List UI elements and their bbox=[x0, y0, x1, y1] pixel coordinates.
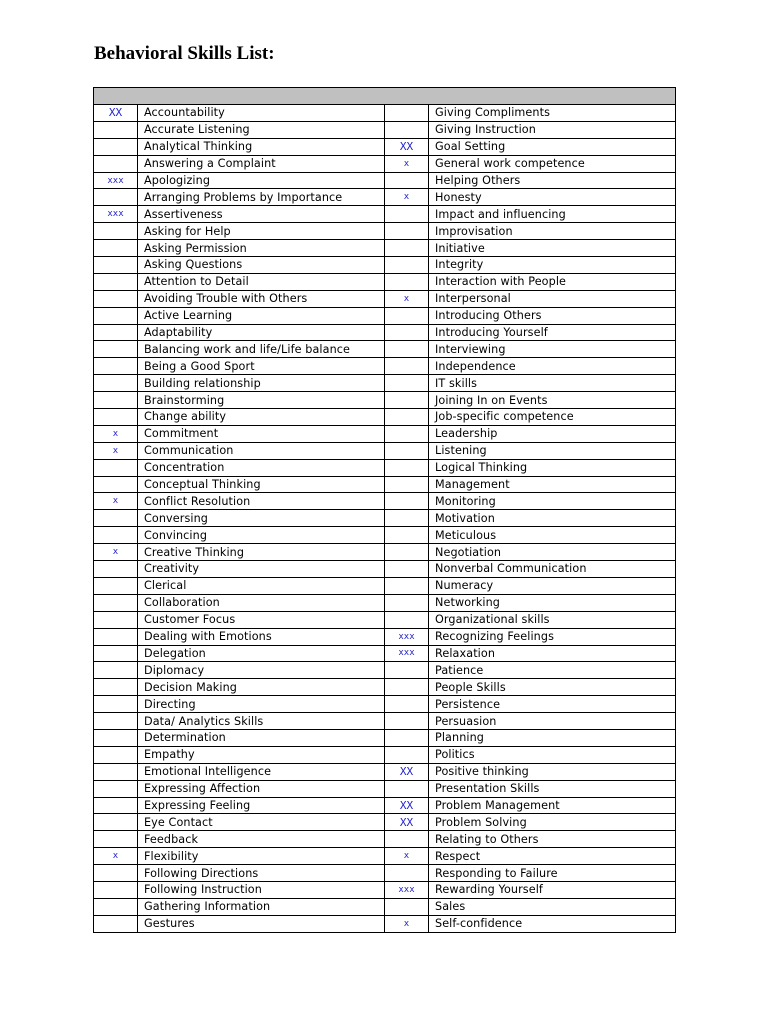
right-skill-cell: Giving Instruction bbox=[429, 121, 676, 138]
right-skill-cell: Persuasion bbox=[429, 713, 676, 730]
right-skill-cell: Introducing Others bbox=[429, 307, 676, 324]
left-skill-cell: Arranging Problems by Importance bbox=[138, 189, 385, 206]
left-skill-cell: Gathering Information bbox=[138, 898, 385, 915]
table-row bbox=[94, 493, 676, 510]
table-row bbox=[94, 341, 676, 358]
table-row bbox=[94, 257, 676, 274]
right-skill-cell: General work competence bbox=[429, 155, 676, 172]
left-skill-cell: Empathy bbox=[138, 746, 385, 763]
left-skill-cell: Creative Thinking bbox=[138, 544, 385, 561]
table-header-row bbox=[94, 88, 676, 105]
left-mark-cell bbox=[94, 611, 138, 628]
left-mark-cell bbox=[94, 155, 138, 172]
left-skill-cell: Diplomacy bbox=[138, 662, 385, 679]
left-skill-cell: Communication bbox=[138, 442, 385, 459]
table-row bbox=[94, 240, 676, 257]
right-skill-cell: Interviewing bbox=[429, 341, 676, 358]
table-row bbox=[94, 375, 676, 392]
left-mark-cell: xxx bbox=[94, 206, 138, 223]
left-skill-cell: Delegation bbox=[138, 645, 385, 662]
right-mark-cell bbox=[385, 121, 429, 138]
skills-table-body bbox=[94, 88, 676, 933]
right-mark-cell bbox=[385, 865, 429, 882]
table-row bbox=[94, 121, 676, 138]
left-mark-cell bbox=[94, 307, 138, 324]
left-skill-cell: Following Directions bbox=[138, 865, 385, 882]
right-skill-cell: Improvisation bbox=[429, 223, 676, 240]
left-mark-cell bbox=[94, 814, 138, 831]
left-skill-cell: Accountability bbox=[138, 105, 385, 122]
right-mark-cell bbox=[385, 459, 429, 476]
right-mark-cell: XX bbox=[385, 797, 429, 814]
table-row bbox=[94, 290, 676, 307]
right-mark-cell bbox=[385, 746, 429, 763]
left-mark-cell bbox=[94, 257, 138, 274]
left-mark-cell bbox=[94, 780, 138, 797]
right-mark-cell bbox=[385, 611, 429, 628]
left-skill-cell: Dealing with Emotions bbox=[138, 628, 385, 645]
table-row bbox=[94, 358, 676, 375]
right-skill-cell: Problem Management bbox=[429, 797, 676, 814]
right-skill-cell: Self-confidence bbox=[429, 915, 676, 932]
right-mark-cell bbox=[385, 206, 429, 223]
left-skill-cell: Brainstorming bbox=[138, 392, 385, 409]
right-mark-cell bbox=[385, 358, 429, 375]
left-mark-cell bbox=[94, 797, 138, 814]
right-skill-cell: Presentation Skills bbox=[429, 780, 676, 797]
left-mark-cell: x bbox=[94, 493, 138, 510]
right-skill-cell: Logical Thinking bbox=[429, 459, 676, 476]
right-mark-cell bbox=[385, 831, 429, 848]
right-mark-cell bbox=[385, 696, 429, 713]
left-mark-cell: x bbox=[94, 848, 138, 865]
left-skill-cell: Balancing work and life/Life balance bbox=[138, 341, 385, 358]
left-mark-cell bbox=[94, 865, 138, 882]
table-row bbox=[94, 273, 676, 290]
right-mark-cell bbox=[385, 273, 429, 290]
left-skill-cell: Analytical Thinking bbox=[138, 138, 385, 155]
left-mark-cell bbox=[94, 662, 138, 679]
right-skill-cell: Respect bbox=[429, 848, 676, 865]
right-mark-cell: x bbox=[385, 155, 429, 172]
left-mark-cell bbox=[94, 561, 138, 578]
right-skill-cell: Integrity bbox=[429, 257, 676, 274]
table-row bbox=[94, 527, 676, 544]
left-mark-cell: x bbox=[94, 544, 138, 561]
right-mark-cell bbox=[385, 476, 429, 493]
table-row bbox=[94, 561, 676, 578]
left-skill-cell: Assertiveness bbox=[138, 206, 385, 223]
left-mark-cell bbox=[94, 881, 138, 898]
left-skill-cell: Conceptual Thinking bbox=[138, 476, 385, 493]
left-skill-cell: Change ability bbox=[138, 409, 385, 426]
table-row bbox=[94, 155, 676, 172]
right-skill-cell: Motivation bbox=[429, 510, 676, 527]
right-mark-cell bbox=[385, 392, 429, 409]
table-row bbox=[94, 223, 676, 240]
left-mark-cell bbox=[94, 375, 138, 392]
right-skill-cell: Nonverbal Communication bbox=[429, 561, 676, 578]
left-mark-cell bbox=[94, 628, 138, 645]
right-skill-cell: Leadership bbox=[429, 425, 676, 442]
right-skill-cell: Honesty bbox=[429, 189, 676, 206]
left-mark-cell bbox=[94, 915, 138, 932]
right-mark-cell: XX bbox=[385, 763, 429, 780]
left-mark-cell bbox=[94, 713, 138, 730]
table-row bbox=[94, 865, 676, 882]
right-skill-cell: Relating to Others bbox=[429, 831, 676, 848]
table-row bbox=[94, 729, 676, 746]
table-row bbox=[94, 831, 676, 848]
right-mark-cell bbox=[385, 780, 429, 797]
right-mark-cell bbox=[385, 510, 429, 527]
table-row bbox=[94, 409, 676, 426]
left-skill-cell: Commitment bbox=[138, 425, 385, 442]
left-skill-cell: Asking for Help bbox=[138, 223, 385, 240]
right-mark-cell: x bbox=[385, 848, 429, 865]
left-skill-cell: Asking Permission bbox=[138, 240, 385, 257]
right-skill-cell: Management bbox=[429, 476, 676, 493]
right-skill-cell: Helping Others bbox=[429, 172, 676, 189]
left-mark-cell bbox=[94, 594, 138, 611]
table-row bbox=[94, 696, 676, 713]
right-mark-cell bbox=[385, 442, 429, 459]
left-skill-cell: Conflict Resolution bbox=[138, 493, 385, 510]
right-skill-cell: Rewarding Yourself bbox=[429, 881, 676, 898]
table-row bbox=[94, 814, 676, 831]
right-skill-cell: Positive thinking bbox=[429, 763, 676, 780]
left-mark-cell bbox=[94, 527, 138, 544]
right-mark-cell bbox=[385, 172, 429, 189]
left-mark-cell bbox=[94, 189, 138, 206]
left-mark-cell bbox=[94, 240, 138, 257]
left-mark-cell bbox=[94, 696, 138, 713]
left-skill-cell: Active Learning bbox=[138, 307, 385, 324]
right-mark-cell bbox=[385, 409, 429, 426]
right-mark-cell bbox=[385, 493, 429, 510]
right-mark-cell bbox=[385, 662, 429, 679]
left-mark-cell bbox=[94, 459, 138, 476]
right-mark-cell: x bbox=[385, 290, 429, 307]
left-mark-cell bbox=[94, 645, 138, 662]
left-skill-cell: Gestures bbox=[138, 915, 385, 932]
right-mark-cell bbox=[385, 527, 429, 544]
right-mark-cell: xxx bbox=[385, 881, 429, 898]
table-row bbox=[94, 746, 676, 763]
left-skill-cell: Expressing Feeling bbox=[138, 797, 385, 814]
left-skill-cell: Determination bbox=[138, 729, 385, 746]
left-mark-cell bbox=[94, 510, 138, 527]
right-mark-cell bbox=[385, 425, 429, 442]
table-row bbox=[94, 206, 676, 223]
left-skill-cell: Accurate Listening bbox=[138, 121, 385, 138]
right-skill-cell: Planning bbox=[429, 729, 676, 746]
right-skill-cell: People Skills bbox=[429, 679, 676, 696]
table-row bbox=[94, 105, 676, 122]
right-mark-cell: xxx bbox=[385, 645, 429, 662]
right-mark-cell bbox=[385, 898, 429, 915]
right-skill-cell: Politics bbox=[429, 746, 676, 763]
left-mark-cell bbox=[94, 138, 138, 155]
table-row bbox=[94, 780, 676, 797]
left-skill-cell: Directing bbox=[138, 696, 385, 713]
table-row bbox=[94, 392, 676, 409]
right-mark-cell bbox=[385, 223, 429, 240]
table-row bbox=[94, 577, 676, 594]
table-row bbox=[94, 307, 676, 324]
right-mark-cell bbox=[385, 240, 429, 257]
left-skill-cell: Answering a Complaint bbox=[138, 155, 385, 172]
left-skill-cell: Avoiding Trouble with Others bbox=[138, 290, 385, 307]
table-row bbox=[94, 881, 676, 898]
table-row bbox=[94, 662, 676, 679]
left-skill-cell: Being a Good Sport bbox=[138, 358, 385, 375]
right-skill-cell: Interpersonal bbox=[429, 290, 676, 307]
right-skill-cell: Impact and influencing bbox=[429, 206, 676, 223]
table-row bbox=[94, 713, 676, 730]
table-row bbox=[94, 797, 676, 814]
left-skill-cell: Following Instruction bbox=[138, 881, 385, 898]
left-skill-cell: Clerical bbox=[138, 577, 385, 594]
left-mark-cell bbox=[94, 341, 138, 358]
left-mark-cell bbox=[94, 831, 138, 848]
table-row bbox=[94, 763, 676, 780]
left-mark-cell bbox=[94, 763, 138, 780]
left-mark-cell: xxx bbox=[94, 172, 138, 189]
table-row bbox=[94, 172, 676, 189]
left-mark-cell bbox=[94, 746, 138, 763]
right-skill-cell: Interaction with People bbox=[429, 273, 676, 290]
right-mark-cell bbox=[385, 307, 429, 324]
right-skill-cell: Relaxation bbox=[429, 645, 676, 662]
left-mark-cell bbox=[94, 223, 138, 240]
table-row bbox=[94, 425, 676, 442]
right-skill-cell: Organizational skills bbox=[429, 611, 676, 628]
left-skill-cell: Data/ Analytics Skills bbox=[138, 713, 385, 730]
left-mark-cell: x bbox=[94, 425, 138, 442]
right-mark-cell bbox=[385, 713, 429, 730]
right-skill-cell: Listening bbox=[429, 442, 676, 459]
right-mark-cell bbox=[385, 594, 429, 611]
table-header-cell bbox=[94, 88, 676, 105]
right-skill-cell: Independence bbox=[429, 358, 676, 375]
right-skill-cell: Giving Compliments bbox=[429, 105, 676, 122]
right-mark-cell: x bbox=[385, 189, 429, 206]
left-skill-cell: Concentration bbox=[138, 459, 385, 476]
left-skill-cell: Conversing bbox=[138, 510, 385, 527]
table-row bbox=[94, 189, 676, 206]
table-row bbox=[94, 476, 676, 493]
left-skill-cell: Eye Contact bbox=[138, 814, 385, 831]
right-skill-cell: Monitoring bbox=[429, 493, 676, 510]
right-skill-cell: Introducing Yourself bbox=[429, 324, 676, 341]
right-mark-cell bbox=[385, 105, 429, 122]
left-mark-cell bbox=[94, 577, 138, 594]
left-skill-cell: Decision Making bbox=[138, 679, 385, 696]
left-skill-cell: Attention to Detail bbox=[138, 273, 385, 290]
left-mark-cell bbox=[94, 358, 138, 375]
right-mark-cell bbox=[385, 375, 429, 392]
table-row bbox=[94, 544, 676, 561]
right-mark-cell: x bbox=[385, 915, 429, 932]
left-mark-cell bbox=[94, 409, 138, 426]
table-row bbox=[94, 594, 676, 611]
table-row bbox=[94, 645, 676, 662]
left-mark-cell bbox=[94, 273, 138, 290]
right-skill-cell: Networking bbox=[429, 594, 676, 611]
right-mark-cell bbox=[385, 257, 429, 274]
table-row bbox=[94, 898, 676, 915]
left-skill-cell: Customer Focus bbox=[138, 611, 385, 628]
left-skill-cell: Asking Questions bbox=[138, 257, 385, 274]
right-mark-cell: xxx bbox=[385, 628, 429, 645]
left-mark-cell bbox=[94, 121, 138, 138]
table-row bbox=[94, 324, 676, 341]
right-skill-cell: Recognizing Feelings bbox=[429, 628, 676, 645]
page-title: Behavioral Skills List: bbox=[94, 43, 275, 64]
left-skill-cell: Flexibility bbox=[138, 848, 385, 865]
table-row bbox=[94, 679, 676, 696]
right-skill-cell: Sales bbox=[429, 898, 676, 915]
right-skill-cell: Numeracy bbox=[429, 577, 676, 594]
right-skill-cell: Negotiation bbox=[429, 544, 676, 561]
right-skill-cell: Joining In on Events bbox=[429, 392, 676, 409]
right-mark-cell: XX bbox=[385, 814, 429, 831]
right-mark-cell bbox=[385, 544, 429, 561]
right-skill-cell: Responding to Failure bbox=[429, 865, 676, 882]
right-skill-cell: Job-specific competence bbox=[429, 409, 676, 426]
skills-table bbox=[93, 87, 676, 933]
left-mark-cell: x bbox=[94, 442, 138, 459]
table-row bbox=[94, 848, 676, 865]
right-mark-cell bbox=[385, 341, 429, 358]
right-skill-cell: Patience bbox=[429, 662, 676, 679]
table-row bbox=[94, 459, 676, 476]
left-mark-cell bbox=[94, 290, 138, 307]
table-row bbox=[94, 611, 676, 628]
right-mark-cell bbox=[385, 324, 429, 341]
right-skill-cell: IT skills bbox=[429, 375, 676, 392]
right-mark-cell: XX bbox=[385, 138, 429, 155]
left-mark-cell bbox=[94, 392, 138, 409]
left-skill-cell: Expressing Affection bbox=[138, 780, 385, 797]
left-skill-cell: Adaptability bbox=[138, 324, 385, 341]
right-skill-cell: Goal Setting bbox=[429, 138, 676, 155]
right-mark-cell bbox=[385, 679, 429, 696]
table-row bbox=[94, 442, 676, 459]
table-row bbox=[94, 915, 676, 932]
right-mark-cell bbox=[385, 577, 429, 594]
right-skill-cell: Problem Solving bbox=[429, 814, 676, 831]
right-skill-cell: Meticulous bbox=[429, 527, 676, 544]
left-mark-cell bbox=[94, 729, 138, 746]
left-skill-cell: Collaboration bbox=[138, 594, 385, 611]
table-row bbox=[94, 628, 676, 645]
table-row bbox=[94, 138, 676, 155]
left-mark-cell bbox=[94, 324, 138, 341]
left-skill-cell: Convincing bbox=[138, 527, 385, 544]
left-skill-cell: Creativity bbox=[138, 561, 385, 578]
left-skill-cell: Feedback bbox=[138, 831, 385, 848]
left-mark-cell bbox=[94, 476, 138, 493]
left-mark-cell: XX bbox=[94, 105, 138, 122]
right-mark-cell bbox=[385, 729, 429, 746]
left-mark-cell bbox=[94, 679, 138, 696]
left-skill-cell: Building relationship bbox=[138, 375, 385, 392]
left-mark-cell bbox=[94, 898, 138, 915]
right-mark-cell bbox=[385, 561, 429, 578]
table-row bbox=[94, 510, 676, 527]
left-skill-cell: Emotional Intelligence bbox=[138, 763, 385, 780]
left-skill-cell: Apologizing bbox=[138, 172, 385, 189]
right-skill-cell: Persistence bbox=[429, 696, 676, 713]
right-skill-cell: Initiative bbox=[429, 240, 676, 257]
